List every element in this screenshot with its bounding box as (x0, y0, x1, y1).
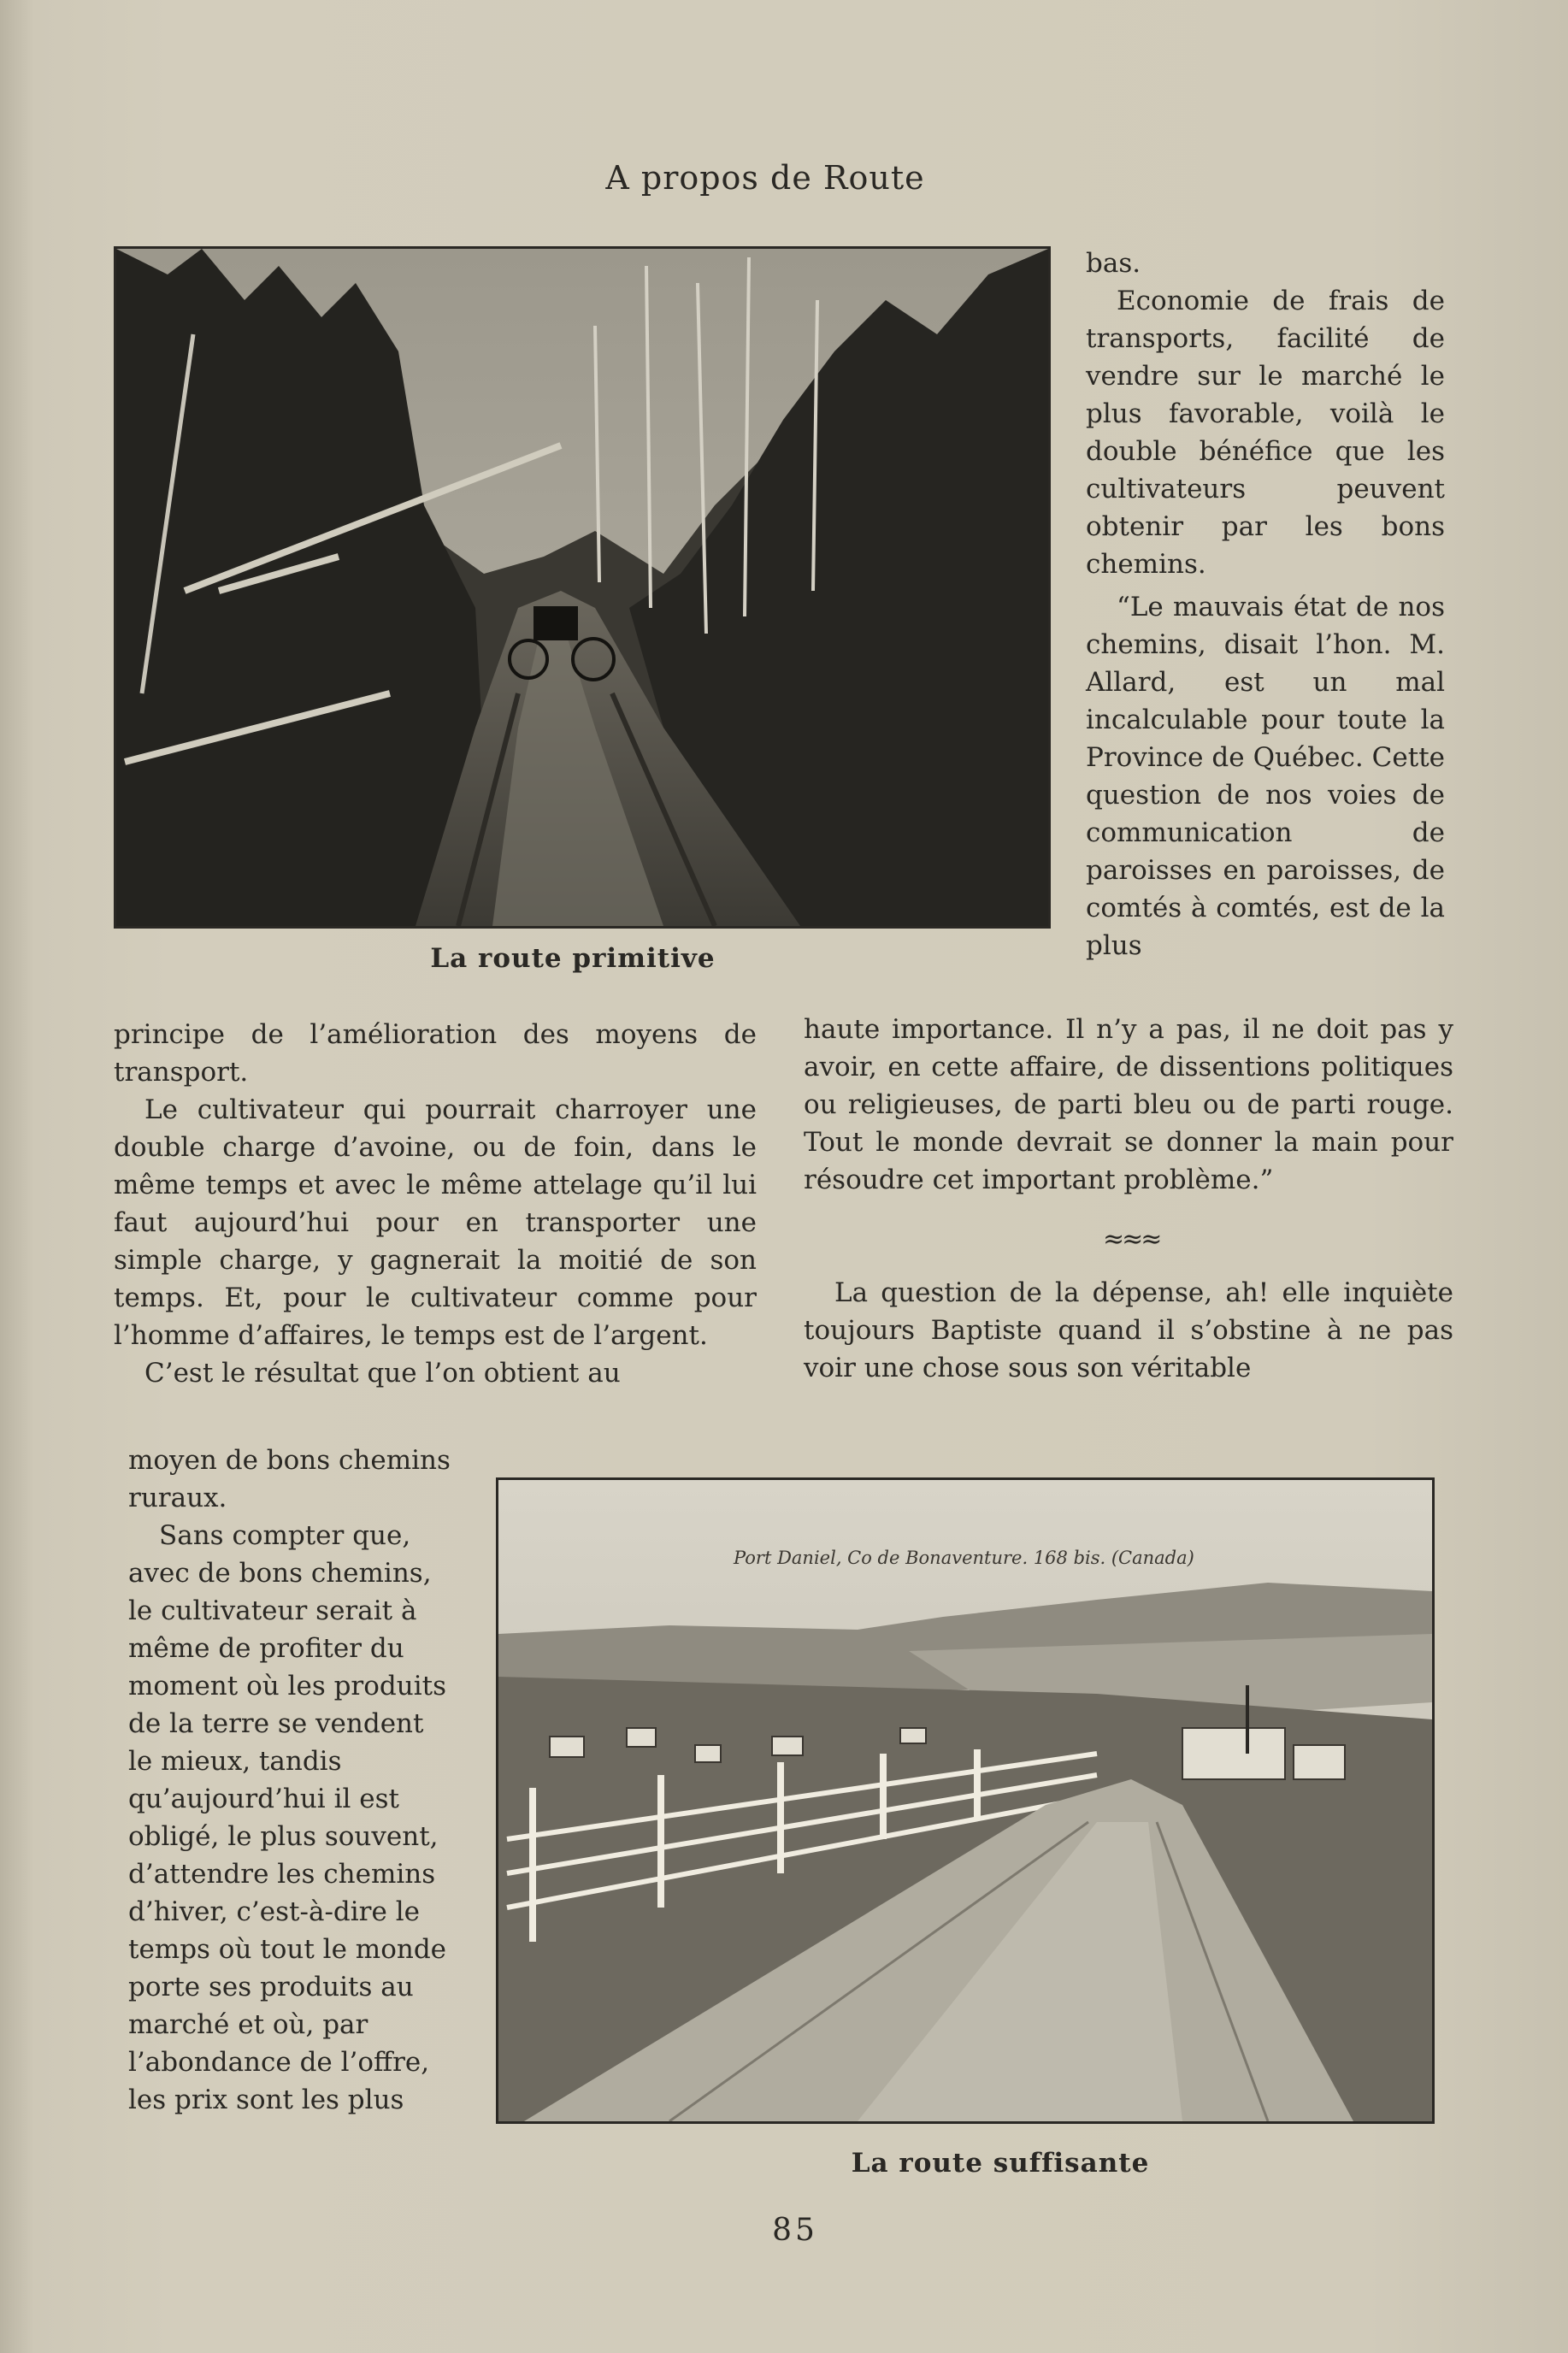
right-column-middle (804, 1011, 1453, 1387)
country-road-image (498, 1480, 1432, 2121)
paragraph: Sans compter que, avec de bons chemins, le cultivateur serait à même de profiter du moment où les produits de la terre se vendent le mieux, tandis qu’aujourd’hui il est obligé, le plus souvent, d’attendre les chemins d’hiver, c’est-à-dire le temps où tout le monde porte ses produits au marché et où, par l’abondance de l’offre, les prix sont les plus (128, 1520, 447, 2115)
left-column-bottom (128, 1442, 453, 2119)
paragraph: Le cultivateur qui pourrait charroyer une double charge d’avoine, ou de foin, dans le même temps et avec le même attelage qu’il lui faut aujourd’hui pour en transporter une simple charge, y gagnerait la moitié de son temps. Et, pour le cultivateur comme pour l’homme d’affaires, le temps est de l’argent. (114, 1094, 757, 1351)
photo-primitive-road (114, 246, 1051, 929)
caption-sufficient-road: La route suffisante (851, 2148, 1150, 2179)
paragraph: C’est le résultat que l’on obtient au (144, 1358, 621, 1389)
page-number: 85 (772, 2213, 818, 2248)
right-column-top (1086, 245, 1445, 964)
forest-road-image (116, 249, 1048, 926)
paragraph: bas. (1086, 248, 1141, 279)
paragraph: moyen de bons chemins ruraux. (128, 1445, 451, 1513)
photo-sufficient-road (496, 1477, 1435, 2124)
caption-primitive-road: La route primitive (430, 943, 716, 974)
section-ornament: ≈≈≈ (1103, 1224, 1160, 1254)
left-column-middle (114, 1016, 757, 1392)
paragraph: La question de la dépense, ah! elle inquiète toujours Baptiste quand il s’obstine à ne pas voir une chose sous son véritable (804, 1277, 1453, 1383)
paragraph: Economie de frais de transports, facilité de vendre sur le marché le plus favorable, voilà le double bénéfice que les cultivateurs peuvent obtenir par les bons chemins. (1086, 286, 1445, 580)
postcard-label: Port Daniel, Co de Bonaventure. 168 bis. (Canada) (734, 1548, 1194, 1568)
paragraph: haute importance. Il n’y a pas, il ne doit pas y avoir, en cette affaire, de dissentions politiques ou religieuses, de parti bleu ou de parti rouge. Tout le monde devrait se donner la main pour résoudre cet important problème.” (804, 1014, 1453, 1195)
page-title: A propos de Route (605, 159, 925, 197)
paragraph: “Le mauvais état de nos chemins, disait l’hon. M. Allard, est un mal incalculable pour toute la Province de Québec. Cette question de nos voies de communication de paroisses en paroisses, de comtés à comtés, est de la plus (1086, 592, 1445, 961)
paragraph: principe de l’amélioration des moyens de transport. (114, 1019, 757, 1088)
